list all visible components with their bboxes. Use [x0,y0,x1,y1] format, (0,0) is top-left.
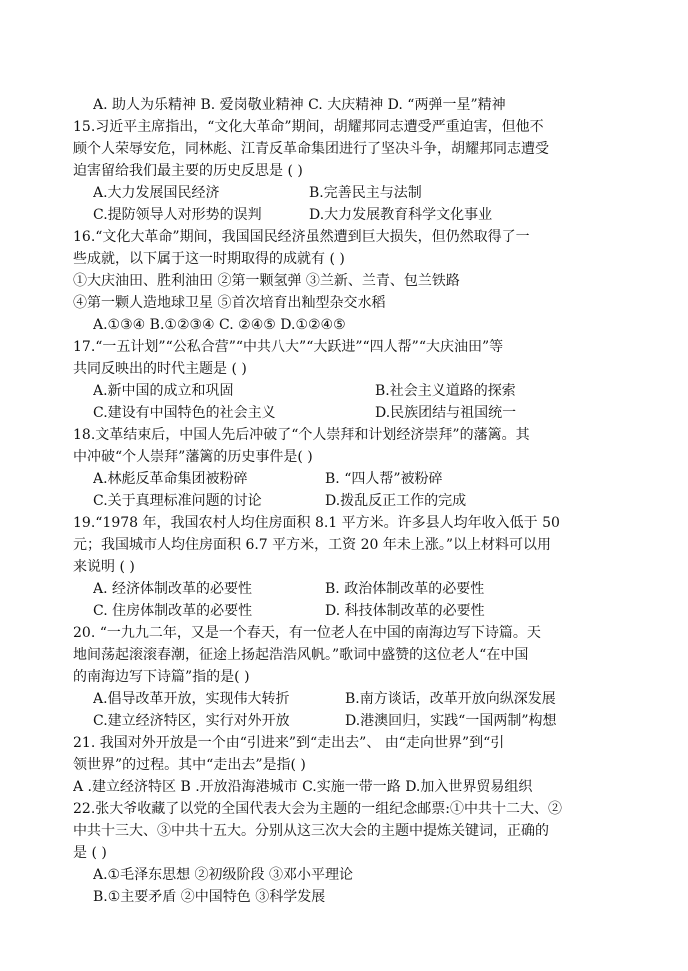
q17-options-row-2 [93,402,663,424]
q17-option-c: C.建设有中国特色的社会主义 [93,405,276,421]
q17-option-a: A.新中国的成立和巩固 [93,383,234,399]
q20-option-a: A.倡导改革开放，实现伟大转折 [93,691,290,707]
q21-stem-line-2: 领世界”的过程。其中“走出去”是指( ) [73,757,306,773]
q16-options: A.①③④ B.①②③④ C. ②④⑤ D.①②④⑤ [93,317,346,333]
q18-stem-line-2: 中冲破“个人崇拜”藩篱的历史事件是( ) [73,449,313,465]
q20-stem-line-1: 20. “一九九二年，又是一个春天，有一位老人在中国的南海边写下诗篇。天 [73,625,541,641]
q17-options-row-1 [93,380,663,402]
q22-stem-line-1: 22.张大爷收藏了以党的全国代表大会为主题的一组纪念邮票:①中共十二大、② [73,801,562,817]
q15-stem-line-2: 顾个人荣辱安危，同林彪、江青反革命集团进行了坚决斗争，胡耀邦同志遭受 [73,141,549,157]
q17-option-b: B.社会主义道路的探索 [375,383,516,399]
q15-stem-line-1: 15.习近平主席指出，“文化大革命”期间，胡耀邦同志遭受严重迫害，但他不 [73,119,544,135]
q20-options-row-2 [93,710,663,732]
q19-option-c: C. 住房体制改革的必要性 [93,603,253,619]
q19-option-d: D. 科技体制改革的必要性 [325,603,485,619]
q18-option-d: D.拨乱反正工作的完成 [325,493,467,509]
q21-stem-line-1: 21. 我国对外开放是一个由“引进来”到“走出去”、 由“走向世界”到“引 [73,735,505,751]
q19-stem-line-3: 来说明 ( ) [73,559,135,575]
q20-option-c: C.建立经济特区，实行对外开放 [93,713,290,729]
q19-option-a: A. 经济体制改革的必要性 [93,581,253,597]
q20-stem-line-2: 地间荡起滚滚春潮，征途上扬起浩浩风帆。”歌词中盛赞的这位老人“在中国 [73,647,529,663]
q16-items-row-2: ④第一颗人造地球卫星 ⑤首次培育出籼型杂交水稻 [73,295,386,311]
q21-options: A .建立经济特区 B .开放沿海港城市 C.实施一带一路 D.加入世界贸易组织 [73,779,533,795]
q20-option-d: D.港澳回归，实践“一国两制”构想 [345,713,557,729]
q20-options-row-1 [93,688,663,710]
q19-stem-line-2: 元；我国城市人均住房面积 6.7 平方米，工资 20 年未上涨。”以上材料可以用 [73,537,552,553]
q18-options-row-1 [93,468,663,490]
q15-options-row-2 [93,204,663,226]
q17-stem-line-2: 共同反映出的时代主题是 ( ) [73,361,247,377]
q22-stem-line-3: 是 ( ) [73,845,107,861]
q19-options-row-2 [93,600,663,622]
q15-stem-line-3: 迫害留给我们最主要的历史反思是 ( ) [73,163,303,179]
q18-option-b: B. “四人帮”被粉碎 [325,471,443,487]
q18-options-row-2 [93,490,663,512]
q22-option-a: A.①毛泽东思想 ②初级阶段 ③邓小平理论 [93,867,354,883]
q22-stem-line-2: 中共十三大、③中共十五大。分别从这三次大会的主题中提炼关键词，正确的 [73,823,549,839]
q15-option-c: C.提防领导人对形势的误判 [93,207,262,223]
q16-items-row-1: ①大庆油田、胜利油田 ②第一颗氢弹 ③兰新、兰青、包兰铁路 [73,273,460,289]
q19-options-row-1 [93,578,663,600]
q15-options-row-1 [93,182,663,204]
q15-option-b: B.完善民主与法制 [309,185,422,201]
q16-stem-line-2: 些成就，以下属于这一时期取得的成就有 ( ) [73,251,345,267]
q14-options: A. 助人为乐精神 B. 爱岗敬业精神 C. 大庆精神 D. “两弹一星”精神 [93,97,506,113]
q15-option-d: D.大力发展教育科学文化事业 [309,207,493,223]
q17-stem-line-1: 17.“一五计划”“公私合营”“中共八大”“大跃进”“四人帮”“大庆油田”等 [73,339,504,355]
q19-option-b: B. 政治体制改革的必要性 [325,581,485,597]
q18-option-a: A.林彪反革命集团被粉碎 [93,471,248,487]
q22-option-b: B.①主要矛盾 ②中国特色 ③科学发展 [93,889,326,905]
q18-option-c: C.关于真理标准问题的讨论 [93,493,262,509]
q15-option-a: A.大力发展国民经济 [93,185,220,201]
q18-stem-line-1: 18.文革结束后，中国人先后冲破了“个人崇拜和计划经济崇拜”的藩篱。其 [73,427,530,443]
q20-option-b: B.南方谈话，改革开放向纵深发展 [345,691,556,707]
q20-stem-line-3: 的南海边写下诗篇”指的是( ) [73,669,250,685]
q16-stem-line-1: 16.“文化大革命”期间，我国国民经济虽然遭到巨大损失，但仍然取得了一 [73,229,530,245]
q19-stem-line-1: 19.“1978 年，我国农村人均住房面积 8.1 平方米。许多县人均年收入低于 50 [73,515,560,531]
q17-option-d: D.民族团结与祖国统一 [375,405,517,421]
